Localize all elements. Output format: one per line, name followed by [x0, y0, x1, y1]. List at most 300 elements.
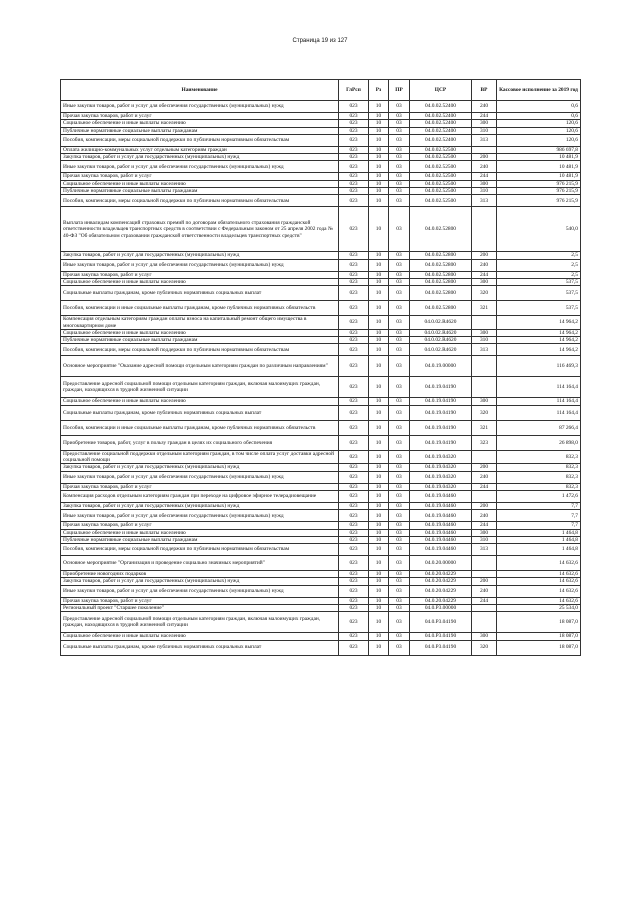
table-row — [61, 101, 581, 113]
row-csr: 04.0.19.04460 — [410, 529, 472, 536]
row-csr: 04.0.19.04190 — [410, 435, 472, 450]
row-csr: 04.0.02.52500 — [410, 180, 472, 187]
row-amount: 14 964,2 — [497, 337, 581, 344]
row-amount: 1 472,6 — [497, 490, 581, 502]
row-rz: 10 — [369, 502, 389, 509]
row-glrsp: 023 — [339, 120, 369, 127]
row-amount: 537,5 — [497, 286, 581, 301]
row-vr — [472, 571, 497, 578]
row-pr: 03 — [389, 316, 410, 330]
row-pr: 03 — [389, 161, 410, 173]
row-amount: 0,6 — [497, 113, 581, 120]
row-amount: 120,6 — [497, 127, 581, 134]
row-vr: 321 — [472, 420, 497, 435]
row-vr: 300 — [472, 278, 497, 285]
row-vr: 200 — [472, 502, 497, 509]
table-row — [61, 640, 581, 655]
row-pr: 03 — [389, 435, 410, 450]
row-vr — [472, 612, 497, 633]
row-name: Прочая закупка товаров, работ и услуг — [61, 271, 339, 278]
row-csr: 04.0.02.52500 — [410, 161, 472, 173]
row-pr: 03 — [389, 207, 410, 252]
row-name: Закупка товаров, работ и услуг для государственных (муниципальных) нужд — [61, 154, 339, 161]
row-vr: 300 — [472, 180, 497, 187]
row-glrsp: 023 — [339, 483, 369, 490]
row-amount: 14 632,6 — [497, 585, 581, 597]
table-row — [61, 316, 581, 330]
row-rz: 10 — [369, 435, 389, 450]
row-glrsp: 023 — [339, 161, 369, 173]
row-name: Социальные выплаты гражданам, кроме публичных нормативных социальных выплат — [61, 405, 339, 420]
row-pr: 03 — [389, 252, 410, 259]
table-row — [61, 405, 581, 420]
row-amount: 1 464,8 — [497, 544, 581, 556]
row-glrsp: 023 — [339, 252, 369, 259]
row-vr: 320 — [472, 640, 497, 655]
row-vr — [472, 450, 497, 464]
row-pr: 03 — [389, 597, 410, 604]
row-glrsp: 023 — [339, 195, 369, 207]
row-glrsp: 023 — [339, 344, 369, 356]
row-vr: 244 — [472, 597, 497, 604]
row-amount: 114 164,4 — [497, 377, 581, 398]
row-csr: 04.0.02.52800 — [410, 252, 472, 259]
row-csr: 04.0.P3.04190 — [410, 612, 472, 633]
row-amount: 120,6 — [497, 120, 581, 127]
row-amount: 87 266,4 — [497, 420, 581, 435]
row-rz: 10 — [369, 377, 389, 398]
table-row — [61, 612, 581, 633]
row-glrsp: 023 — [339, 329, 369, 336]
row-vr — [472, 207, 497, 252]
row-csr: 04.0.02.52400 — [410, 120, 472, 127]
row-rz: 10 — [369, 522, 389, 529]
row-amount: 10 481,9 — [497, 173, 581, 180]
row-amount: 7,7 — [497, 522, 581, 529]
row-rz: 10 — [369, 154, 389, 161]
row-csr: 04.0.19.04460 — [410, 522, 472, 529]
row-rz: 10 — [369, 490, 389, 502]
row-amount: 14 964,2 — [497, 329, 581, 336]
row-amount: 2,5 — [497, 259, 581, 271]
row-pr: 03 — [389, 640, 410, 655]
row-csr: 04.0.19.04460 — [410, 490, 472, 502]
table-row — [61, 571, 581, 578]
row-csr: 04.0.20.04229 — [410, 578, 472, 585]
row-csr: 04.0.19.00000 — [410, 356, 472, 377]
row-glrsp: 023 — [339, 127, 369, 134]
table-row — [61, 161, 581, 173]
row-amount: 14 632,6 — [497, 571, 581, 578]
row-rz: 10 — [369, 471, 389, 483]
row-pr: 03 — [389, 356, 410, 377]
row-name: Пособия, компенсации, меры социальной поддержки по публичным нормативным обязательствам — [61, 544, 339, 556]
row-glrsp: 023 — [339, 464, 369, 471]
row-csr: 04.0.02.R4620 — [410, 316, 472, 330]
row-vr: 300 — [472, 120, 497, 127]
row-rz: 10 — [369, 344, 389, 356]
row-name: Иные закупки товаров, работ и услуг для обеспечения государственных (муниципальных) нужд — [61, 259, 339, 271]
row-pr: 03 — [389, 188, 410, 195]
row-name: Оплата жилищно-коммунальных услуг отдельным категориям граждан — [61, 146, 339, 153]
row-pr: 03 — [389, 420, 410, 435]
row-csr: 04.0.02.52500 — [410, 195, 472, 207]
row-vr — [472, 605, 497, 612]
table-row — [61, 271, 581, 278]
row-pr: 03 — [389, 127, 410, 134]
row-vr: 200 — [472, 252, 497, 259]
row-rz: 10 — [369, 612, 389, 633]
row-vr: 323 — [472, 435, 497, 450]
table-row — [61, 301, 581, 316]
row-name: Пособия, компенсации, меры социальной поддержки по публичным нормативным обязательствам — [61, 344, 339, 356]
row-csr: 04.0.02.52800 — [410, 286, 472, 301]
row-name: Компенсация расходов отдельным категориям граждан при переходе на цифровое эфирное телерадиовещание — [61, 490, 339, 502]
row-amount: 986 697,8 — [497, 146, 581, 153]
row-rz: 10 — [369, 544, 389, 556]
row-name: Прочая закупка товаров, работ и услуг — [61, 597, 339, 604]
row-name: Социальные выплаты гражданам, кроме публичных нормативных социальных выплат — [61, 286, 339, 301]
row-amount: 14 632,6 — [497, 556, 581, 571]
row-rz: 10 — [369, 127, 389, 134]
row-vr: 240 — [472, 585, 497, 597]
row-amount: 976 215,9 — [497, 188, 581, 195]
row-pr: 03 — [389, 450, 410, 464]
row-vr: 321 — [472, 301, 497, 316]
row-csr: 04.0.20.04229 — [410, 585, 472, 597]
row-glrsp: 023 — [339, 207, 369, 252]
row-pr: 03 — [389, 113, 410, 120]
table-row — [61, 377, 581, 398]
row-pr: 03 — [389, 502, 410, 509]
row-name: Иные закупки товаров, работ и услуг для обеспечения государственных (муниципальных) нужд — [61, 101, 339, 113]
row-vr: 313 — [472, 544, 497, 556]
row-csr: 04.0.02.52800 — [410, 301, 472, 316]
row-vr: 200 — [472, 578, 497, 585]
table-row — [61, 556, 581, 571]
row-pr: 03 — [389, 612, 410, 633]
row-rz: 10 — [369, 188, 389, 195]
row-vr — [472, 377, 497, 398]
row-pr: 03 — [389, 536, 410, 543]
row-csr: 04.0.02.52400 — [410, 113, 472, 120]
row-rz: 10 — [369, 134, 389, 146]
row-name: Закупка товаров, работ и услуг для государственных (муниципальных) нужд — [61, 502, 339, 509]
row-name: Социальное обеспечение и иные выплаты населению — [61, 398, 339, 405]
row-vr: 244 — [472, 271, 497, 278]
row-rz: 10 — [369, 556, 389, 571]
table-body — [61, 101, 581, 656]
row-name: Компенсация отдельным категориям граждан оплаты взноса на капитальный ремонт общего имущества в многоквартирном доме — [61, 316, 339, 330]
row-vr — [472, 316, 497, 330]
row-name: Пособия, компенсации, меры социальной поддержки по публичным нормативным обязательствам — [61, 134, 339, 146]
row-amount: 537,5 — [497, 301, 581, 316]
row-csr: 04.0.02.52500 — [410, 188, 472, 195]
row-csr: 04.0.19.04460 — [410, 536, 472, 543]
table-row — [61, 420, 581, 435]
row-rz: 10 — [369, 207, 389, 252]
row-pr: 03 — [389, 522, 410, 529]
row-rz: 10 — [369, 252, 389, 259]
row-csr: 04.0.02.52400 — [410, 101, 472, 113]
table-row — [61, 510, 581, 522]
table-row — [61, 180, 581, 187]
table-row — [61, 173, 581, 180]
row-vr: 240 — [472, 510, 497, 522]
row-glrsp: 023 — [339, 605, 369, 612]
row-pr: 03 — [389, 173, 410, 180]
row-amount: 832,3 — [497, 471, 581, 483]
row-pr: 03 — [389, 544, 410, 556]
table-row — [61, 259, 581, 271]
table-row — [61, 578, 581, 585]
row-rz: 10 — [369, 450, 389, 464]
row-pr: 03 — [389, 146, 410, 153]
col-header-rz: Рз — [369, 80, 389, 101]
row-vr: 310 — [472, 188, 497, 195]
row-pr: 03 — [389, 301, 410, 316]
row-pr: 03 — [389, 483, 410, 490]
row-vr: 300 — [472, 633, 497, 640]
row-amount: 14 964,2 — [497, 316, 581, 330]
row-csr: 04.0.02.52500 — [410, 173, 472, 180]
row-name: Публичные нормативные социальные выплаты гражданам — [61, 337, 339, 344]
row-rz: 10 — [369, 301, 389, 316]
row-rz: 10 — [369, 640, 389, 655]
row-vr: 244 — [472, 113, 497, 120]
row-glrsp: 023 — [339, 113, 369, 120]
row-pr: 03 — [389, 195, 410, 207]
table-row — [61, 337, 581, 344]
row-rz: 10 — [369, 536, 389, 543]
row-rz: 10 — [369, 101, 389, 113]
row-vr: 313 — [472, 134, 497, 146]
row-amount: 976 215,9 — [497, 180, 581, 187]
row-rz: 10 — [369, 578, 389, 585]
row-csr: 04.0.P3.04190 — [410, 633, 472, 640]
row-name: Закупка товаров, работ и услуг для государственных (муниципальных) нужд — [61, 578, 339, 585]
row-name: Приобретение товаров, работ, услуг в пользу граждан в целях их социального обеспечения — [61, 435, 339, 450]
row-vr: 240 — [472, 101, 497, 113]
row-glrsp: 023 — [339, 529, 369, 536]
row-rz: 10 — [369, 180, 389, 187]
row-vr: 320 — [472, 405, 497, 420]
row-glrsp: 023 — [339, 301, 369, 316]
table-row — [61, 471, 581, 483]
row-csr: 04.0.02.52500 — [410, 146, 472, 153]
row-rz: 10 — [369, 161, 389, 173]
row-csr: 04.0.19.04190 — [410, 420, 472, 435]
row-amount: 18 087,0 — [497, 633, 581, 640]
row-vr: 240 — [472, 161, 497, 173]
row-name: Социальное обеспечение и иные выплаты населению — [61, 633, 339, 640]
budget-execution-table — [60, 79, 581, 656]
row-glrsp: 023 — [339, 633, 369, 640]
table-row — [61, 490, 581, 502]
row-vr — [472, 356, 497, 377]
row-glrsp: 023 — [339, 640, 369, 655]
row-glrsp: 023 — [339, 471, 369, 483]
row-vr: 240 — [472, 471, 497, 483]
table-row — [61, 134, 581, 146]
row-glrsp: 023 — [339, 398, 369, 405]
row-rz: 10 — [369, 286, 389, 301]
table-row — [61, 252, 581, 259]
row-pr: 03 — [389, 529, 410, 536]
row-name: Социальное обеспечение и иные выплаты населению — [61, 529, 339, 536]
row-rz: 10 — [369, 585, 389, 597]
row-csr: 04.0.19.04460 — [410, 544, 472, 556]
row-vr: 300 — [472, 529, 497, 536]
table-row — [61, 127, 581, 134]
table-row — [61, 464, 581, 471]
row-glrsp: 023 — [339, 337, 369, 344]
row-vr: 300 — [472, 329, 497, 336]
row-amount: 2,5 — [497, 271, 581, 278]
row-csr: 04.0.02.R4620 — [410, 337, 472, 344]
row-vr: 320 — [472, 286, 497, 301]
row-glrsp: 023 — [339, 356, 369, 377]
row-vr: 310 — [472, 337, 497, 344]
row-glrsp: 023 — [339, 502, 369, 509]
table-row — [61, 529, 581, 536]
row-pr: 03 — [389, 329, 410, 336]
row-csr: 04.0.02.52800 — [410, 278, 472, 285]
table-row — [61, 286, 581, 301]
row-rz: 10 — [369, 633, 389, 640]
table-row — [61, 146, 581, 153]
row-csr: 04.0.02.R4620 — [410, 329, 472, 336]
table-row — [61, 329, 581, 336]
row-vr: 200 — [472, 464, 497, 471]
col-header-csr: ЦСР — [410, 80, 472, 101]
row-glrsp: 023 — [339, 612, 369, 633]
row-name: Пособия, компенсации и иные социальные выплаты гражданам, кроме публичных нормативных обязательств — [61, 301, 339, 316]
row-amount: 540,0 — [497, 207, 581, 252]
row-vr — [472, 146, 497, 153]
row-rz: 10 — [369, 356, 389, 377]
row-amount: 7,7 — [497, 510, 581, 522]
table-row — [61, 502, 581, 509]
row-glrsp: 023 — [339, 435, 369, 450]
row-pr: 03 — [389, 101, 410, 113]
row-vr: 200 — [472, 154, 497, 161]
row-vr: 313 — [472, 344, 497, 356]
row-vr: 310 — [472, 536, 497, 543]
row-name: Приобретение новогодних подарков — [61, 571, 339, 578]
table-row — [61, 154, 581, 161]
row-name: Пособия, компенсации, меры социальной поддержки по публичным нормативным обязательствам — [61, 195, 339, 207]
row-pr: 03 — [389, 571, 410, 578]
row-pr: 03 — [389, 154, 410, 161]
row-amount: 832,3 — [497, 450, 581, 464]
row-vr — [472, 556, 497, 571]
row-name: Прочая закупка товаров, работ и услуг — [61, 173, 339, 180]
row-rz: 10 — [369, 337, 389, 344]
row-rz: 10 — [369, 278, 389, 285]
row-glrsp: 023 — [339, 154, 369, 161]
row-amount: 832,3 — [497, 464, 581, 471]
row-name: Прочая закупка товаров, работ и услуг — [61, 113, 339, 120]
row-csr: 04.0.19.04190 — [410, 405, 472, 420]
row-amount: 537,5 — [497, 278, 581, 285]
row-amount: 18 087,0 — [497, 640, 581, 655]
row-amount: 1 464,8 — [497, 536, 581, 543]
row-name: Пособия, компенсации и иные социальные выплаты гражданам, кроме публичных нормативных обязательств — [61, 420, 339, 435]
row-name: Предоставление адресной социальной помощи отдельным категориям граждан, включая малоимущих граждан, граждан, находящихся в трудной жизненной ситуации — [61, 612, 339, 633]
table-row — [61, 356, 581, 377]
row-name: Прочая закупка товаров, работ и услуг — [61, 522, 339, 529]
row-rz: 10 — [369, 597, 389, 604]
row-amount: 1 464,8 — [497, 529, 581, 536]
col-header-amount: Кассовое исполнение за 2019 год — [497, 80, 581, 101]
row-csr: 04.0.02.R4620 — [410, 344, 472, 356]
row-rz: 10 — [369, 271, 389, 278]
row-vr: 310 — [472, 127, 497, 134]
row-amount: 18 087,0 — [497, 612, 581, 633]
table-row — [61, 522, 581, 529]
row-csr: 04.0.P3.00000 — [410, 605, 472, 612]
row-amount: 26 898,0 — [497, 435, 581, 450]
row-glrsp: 023 — [339, 597, 369, 604]
row-csr: 04.0.02.52400 — [410, 134, 472, 146]
row-vr — [472, 490, 497, 502]
row-pr: 03 — [389, 490, 410, 502]
row-name: Основное мероприятие "Организация и проведение социально значимых мероприятий" — [61, 556, 339, 571]
row-name: Иные закупки товаров, работ и услуг для обеспечения государственных (муниципальных) нужд — [61, 510, 339, 522]
row-glrsp: 023 — [339, 101, 369, 113]
row-pr: 03 — [389, 134, 410, 146]
row-pr: 03 — [389, 405, 410, 420]
row-glrsp: 023 — [339, 278, 369, 285]
row-rz: 10 — [369, 259, 389, 271]
row-amount: 7,7 — [497, 502, 581, 509]
row-pr: 03 — [389, 278, 410, 285]
table-row — [61, 195, 581, 207]
row-rz: 10 — [369, 316, 389, 330]
table-row — [61, 450, 581, 464]
row-glrsp: 023 — [339, 522, 369, 529]
row-csr: 04.0.02.52500 — [410, 154, 472, 161]
row-rz: 10 — [369, 146, 389, 153]
row-csr: 04.0.19.04460 — [410, 502, 472, 509]
row-csr: 04.0.20.04229 — [410, 597, 472, 604]
row-pr: 03 — [389, 471, 410, 483]
row-name: Закупка товаров, работ и услуг для государственных (муниципальных) нужд — [61, 252, 339, 259]
row-glrsp: 023 — [339, 585, 369, 597]
row-glrsp: 023 — [339, 134, 369, 146]
row-csr: 04.0.20.00000 — [410, 556, 472, 571]
row-name: Социальное обеспечение и иные выплаты населению — [61, 329, 339, 336]
col-header-name: Наименование — [61, 80, 339, 101]
row-name: Региональный проект "Старшее поколение" — [61, 605, 339, 612]
row-rz: 10 — [369, 464, 389, 471]
row-csr: 04.0.02.52800 — [410, 259, 472, 271]
row-name: Выплата инвалидам компенсаций страховых премий по договорам обязательного страхования гражданской ответственности владельцев транспортных средств в соответствии с Федеральным законом от 25 апреля 2002 года № 40-ФЗ "Об обязательном страховании гражданской ответственности владельцев транспортных средств" — [61, 207, 339, 252]
row-rz: 10 — [369, 113, 389, 120]
row-glrsp: 023 — [339, 420, 369, 435]
row-rz: 10 — [369, 195, 389, 207]
table-row — [61, 605, 581, 612]
row-csr: 04.0.19.04190 — [410, 398, 472, 405]
row-name: Социальное обеспечение и иные выплаты населению — [61, 120, 339, 127]
row-glrsp: 023 — [339, 405, 369, 420]
table-row — [61, 435, 581, 450]
row-rz: 10 — [369, 398, 389, 405]
table-header-row — [61, 80, 581, 101]
row-csr: 04.0.19.04190 — [410, 377, 472, 398]
table-row — [61, 113, 581, 120]
